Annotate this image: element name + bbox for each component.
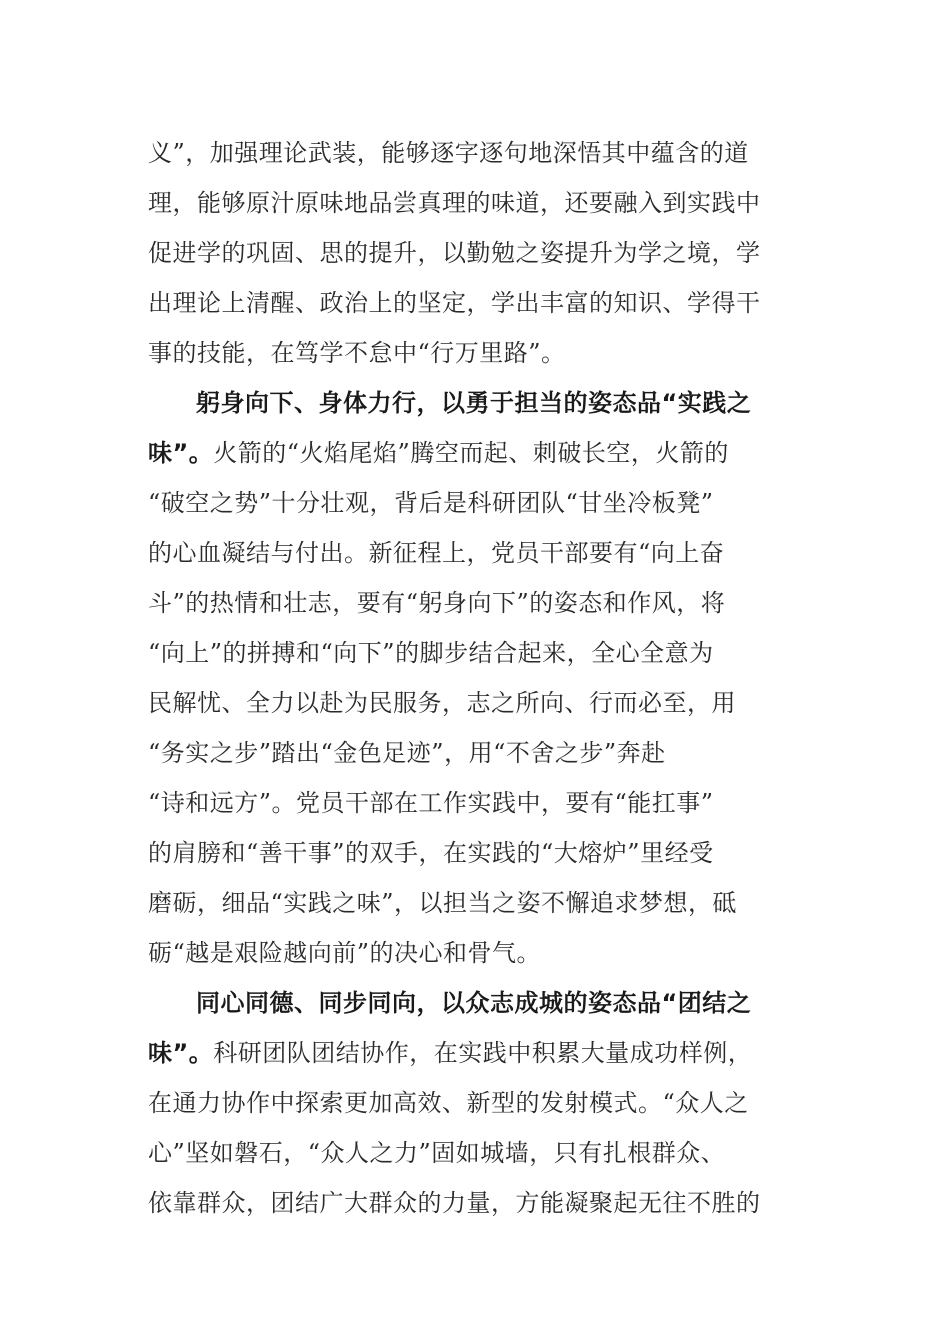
text-line: 心”坚如磐石，“众人之力”固如城墙，只有扎根群众、 [148, 1139, 726, 1167]
section-heading-end: 味”。 [148, 439, 214, 467]
text-line: “诗和远方”。党员干部在工作实践中，要有“能扛事” [148, 789, 714, 817]
section-heading: 躬身向下、身体力行，以勇于担当的姿态品“实践之 [196, 389, 752, 417]
text-line: “务实之步”踏出“金色足迹”，用“不舍之步”奔赴 [148, 739, 666, 767]
text-line: 民解忧、全力以赴为民服务，志之所向、行而必至，用 [148, 689, 736, 717]
paragraph-1 [148, 128, 784, 378]
paragraph-3 [148, 978, 784, 1228]
text-line: 砺“越是艰险越向前”的决心和骨气。 [148, 939, 542, 967]
text-line: 依靠群众，团结广大群众的力量，方能凝聚起无往不胜的 [148, 1189, 761, 1217]
text-line: 在通力协作中探索更加高效、新型的发射模式。“众人之 [148, 1089, 749, 1117]
text-line: 理，能够原汁原味地品尝真理的味道，还要融入到实践中 [148, 189, 761, 217]
text-run: 火箭的“火焰尾焰”腾空而起、刺破长空，火箭的 [213, 439, 729, 467]
text-line: 义”，加强理论武装，能够逐字逐句地深悟其中蕴含的道 [148, 139, 749, 167]
text-line [148, 1028, 784, 1078]
document-body [148, 128, 784, 1228]
text-line [148, 428, 784, 478]
text-line: 事的技能，在笃学不怠中“行万里路”。 [148, 339, 566, 367]
paragraph-2 [148, 378, 784, 978]
text-line: 促进学的巩固、思的提升，以勤勉之姿提升为学之境，学 [148, 239, 761, 267]
text-line: 磨砺，细品“实践之味”，以担当之姿不懈追求梦想，砥 [148, 889, 738, 917]
section-heading: 同心同德、同步同向，以众志成城的姿态品“团结之 [196, 989, 752, 1017]
text-line: 斗”的热情和壮志，要有“躬身向下”的姿态和作风，将 [148, 589, 726, 617]
text-line: “向上”的拼搏和“向下”的脚步结合起来，全心全意为 [148, 639, 714, 667]
text-line: 的心血凝结与付出。新征程上，党员干部要有“向上奋 [148, 539, 725, 567]
text-line: 的肩膀和“善干事”的双手，在实践的“大熔炉”里经受 [148, 839, 714, 867]
text-run: 科研团队团结协作，在实践中积累大量成功样例， [213, 1039, 753, 1067]
text-line: 出理论上清醒、政治上的坚定，学出丰富的知识、学得干 [148, 289, 761, 317]
text-line: “破空之势”十分壮观，背后是科研团队“甘坐冷板凳” [148, 489, 714, 517]
section-heading-end: 味”。 [148, 1039, 214, 1067]
